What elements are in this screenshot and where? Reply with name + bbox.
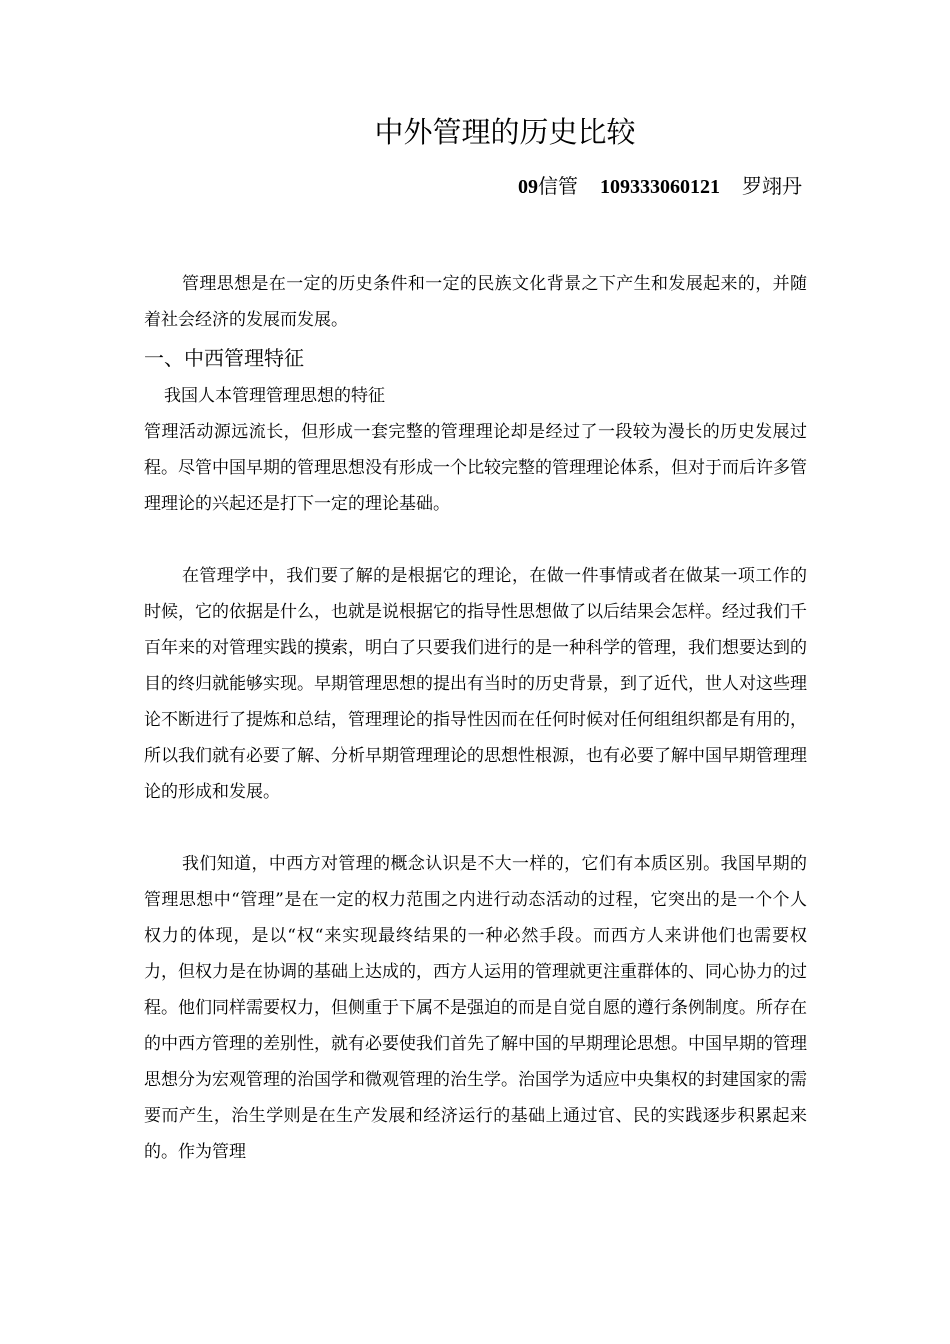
- paragraph-intro: 管理思想是在一定的历史条件和一定的民族文化背景之下产生和发展起来的，并随着社会经济的发展而发展。: [144, 274, 807, 330]
- blank-line: [144, 522, 807, 558]
- section-heading: 一、中西管理特征: [144, 346, 304, 370]
- author-major: 信管: [538, 174, 578, 198]
- page-title: 中外管理的历史比较: [374, 115, 636, 149]
- paragraph-2: 在管理学中，我们要了解的是根据它的理论，在做一件事情或者在做某一项工作的时候，它的依据是什么，也就是说根据它的指导性思想做了以后结果会怎样。经过我们千百年来的对管理实践的摸索，明白了只要我们进行的是一种科学的管理，我们想要达到的目的终归就能够实现。早期管理思想的提出有当时的历史背景，到了近代，世人对这些理论不断进行了提炼和总结，管理理论的指导性因而在任何时候对任何组组织都是有用的，所以我们就有必要了解、分析早期管理理论的思想性根源，也有必要了解中国早期管理理论的形成和发展。: [144, 566, 807, 802]
- author-line: [518, 172, 802, 201]
- section-subheading: 我国人本管理管理思想的特征: [164, 386, 385, 406]
- author-name: 罗翊丹: [742, 174, 802, 198]
- blank-line: [144, 810, 807, 846]
- paragraph-1: 管理活动源远流长，但形成一套完整的管理理论却是经过了一段较为漫长的历史发展过程。尽管中国早期的管理思想没有形成一个比较完整的管理理论体系，但对于而后许多管理理论的兴起还是打下一定的理论基础。: [144, 422, 807, 514]
- author-class: 09: [518, 176, 538, 198]
- paragraph-3: 我们知道，中西方对管理的概念认识是不大一样的，它们有本质区别。我国早期的管理思想中“管理”是在一定的权力范围之内进行动态活动的过程，它突出的是一个个人权力的体现，是以“权“来实现最终结果的一种必然手段。而西方人来讲他们也需要权力，但权力是在协调的基础上达成的，西方人运用的管理就更注重群体的、同心协力的过程。他们同样需要权力，但侧重于下属不是强迫的而是自觉自愿的遵行条例制度。所存在的中西方管理的差别性，就有必要使我们首先了解中国的早期理论思想。中国早期的管理思想分为宏观管理的治国学和微观管理的治生学。治国学为适应中央集权的封建国家的需要而产生，治生学则是在生产发展和经济运行的基础上通过官、民的实践逐步积累起来的。作为管理: [144, 854, 807, 1162]
- document-body: [144, 266, 807, 1170]
- author-student-id: 109333060121: [600, 176, 720, 198]
